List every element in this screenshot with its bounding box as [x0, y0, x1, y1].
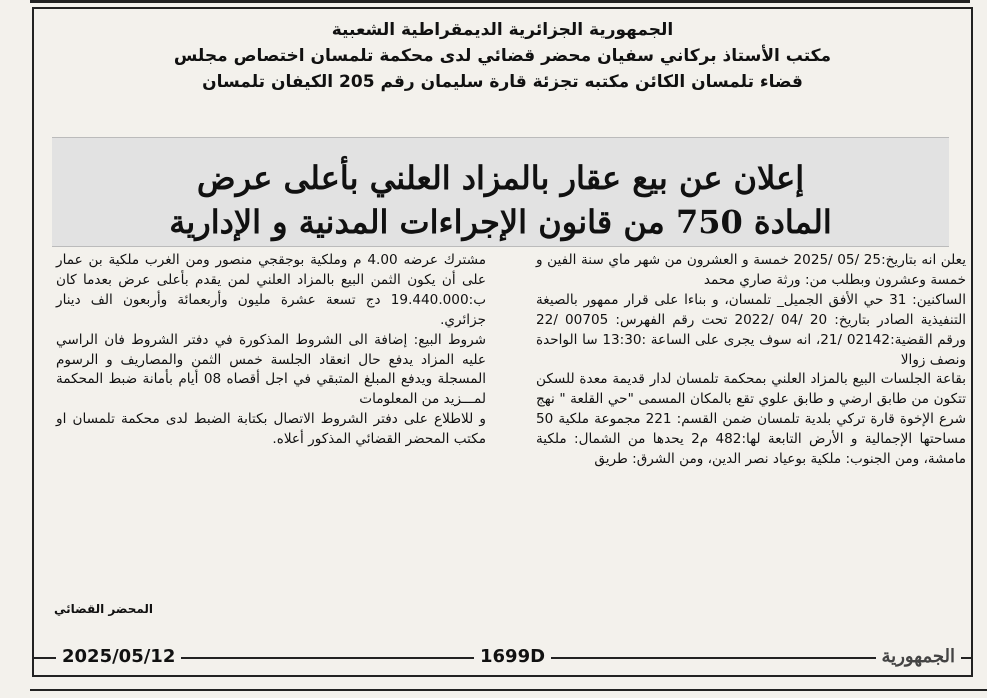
paragraph: بقاعة الجلسات البيع بالمزاد العلني بمحكمة تلمسان لدار قديمة معدة للسكن تتكون من طابق ارضي و طابق علوي تقع بالمكان المسمى "حي القلعة " نهج شرع الإخوة قارة تركي بلدية تلمسان ضمن القسم: 221 مجموعة ملكية 50 مساحتها الإجمالية و الأرض التابعة لها:482 م2 يحدها من الشمال: ملكية مامشة، ومن الجنوب: ملكية بوعياد نصر الدين، ومن الشرق: طريق	[536, 371, 967, 468]
newspaper-logo: الجمهورية	[876, 645, 961, 669]
signature: المحضر القضائي	[54, 602, 154, 616]
title-banner	[52, 137, 949, 247]
header	[34, 17, 971, 95]
header-line-2: مكتب الأستاذ بركاني سفيان محضر قضائي لدى محكمة تلمسان اختصاص مجلس	[173, 46, 832, 66]
top-rule	[30, 0, 970, 3]
announcement-frame	[32, 7, 973, 677]
header-line-1: الجمهورية الجزائرية الديمقراطية الشعبية	[331, 20, 674, 40]
title-line-2: المادة 750 من قانون الإجراءات المدنية و الإدارية	[169, 203, 832, 241]
paragraph: الساكنين: 31 حي الأفق الجميل_ تلمسان، و بناءا على قرار ممهور بالصيغة التنفيذية الصادر بتاريخ: 20 /04 /2022 تحت رقم الفهرس: 00705 /22 ورقم القضية:02142 /21، انه سوف يجرى على الساعة :13:30 سا الواحدة ونصف زوالا	[536, 291, 966, 368]
paragraph: مشترك عرضه 4.00 م وملكية بوجقجي منصور ومن الغرب ملكية بن عمار على أن يكون الثمن البيع بالمزاد العلني لمن يقدم بأعلى عرض بعدما كان ب:19.440.000 دج تسعة عشرة مليون وأربعمائة وأربعون الف دينار جزائري.	[56, 252, 486, 328]
footer-code: 1699D	[474, 645, 551, 669]
right-column	[536, 251, 966, 470]
left-column	[56, 251, 486, 450]
announcement-title	[52, 156, 949, 244]
paragraph: و للاطلاع على دفتر الشروط الاتصال بكتابة الضبط لدى محكمة تلمسان او مكتب المحضر القضائي المذكور أعلاه.	[56, 411, 486, 448]
paragraph: شروط البيع: إضافة الى الشروط المذكورة في دفتر الشروط فان الراسي عليه المزاد يدفع حال انعقاد الجلسة خمس الثمن والمصاريف و الرسوم المسجلة ويدفع المبلغ المتبقي في اجل أقصاه 08 أيام بأمانة ضبط المحكمة لمـــزيد من المعلومات	[56, 331, 487, 408]
footer-date: 2025/05/12	[56, 645, 181, 669]
header-line-3: قضاء تلمسان الكائن مكتبه تجزئة قارة سليمان رقم 205 الكيفان تلمسان	[202, 72, 803, 92]
title-line-1: إعلان عن بيع عقار بالمزاد العلني بأعلى عرض	[196, 159, 805, 197]
bottom-rule	[30, 689, 987, 691]
paragraph: يعلن انه بتاريخ:25 /05 /2025 خمسة و العشرون من شهر ماي سنة الفين و خمسة وعشرون وبطلب من: ورثة صاري محمد	[536, 252, 966, 288]
